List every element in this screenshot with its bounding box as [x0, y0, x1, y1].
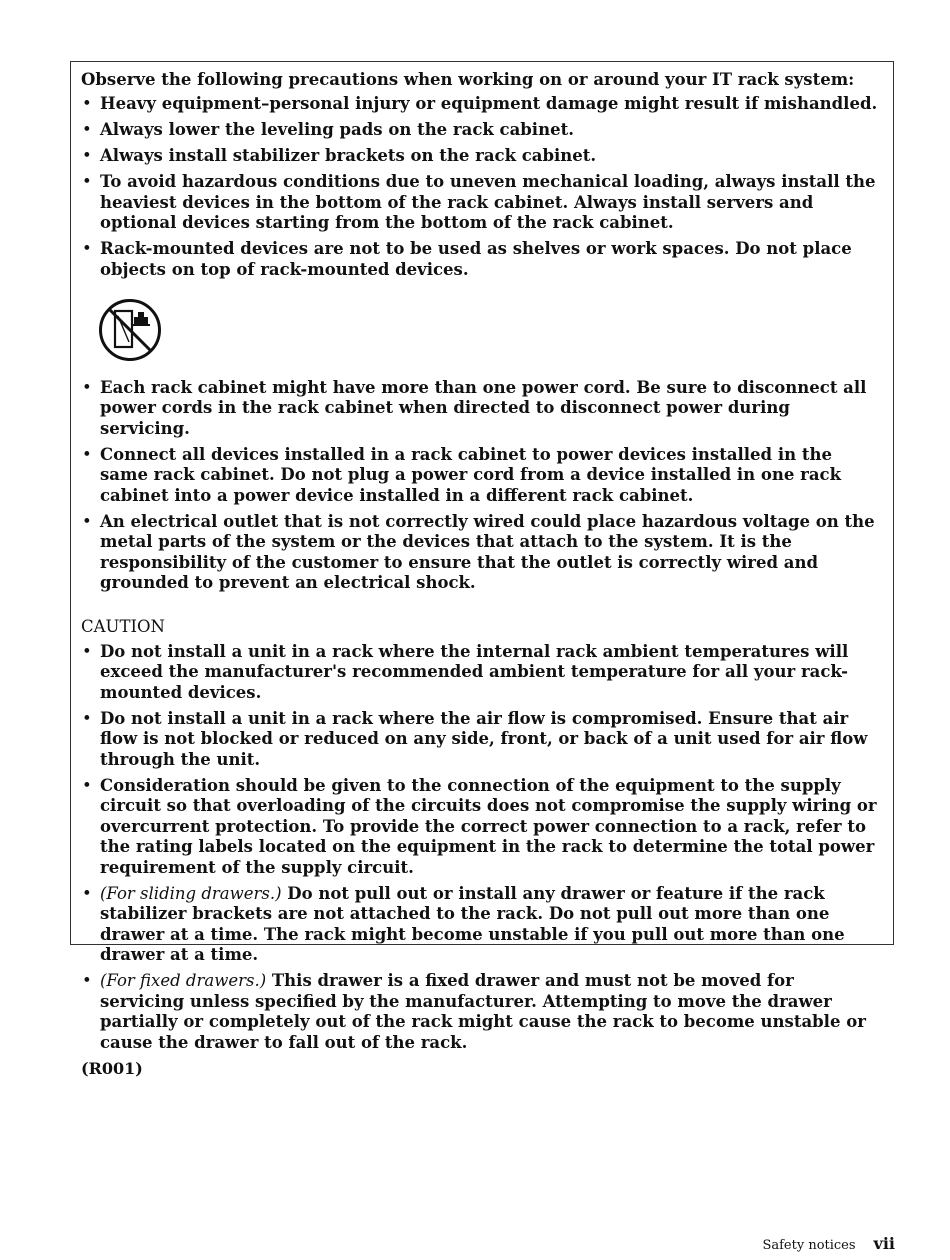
list-item: • To avoid hazardous conditions due to uneven mechanical loading, always install the heaviest devices in the bottom of the rack cabinet. Always install servers and optional devices starting from the bottom of the rack cabinet. [81, 172, 881, 234]
list-item: • Always install stabilizer brackets on the rack cabinet. [81, 146, 881, 167]
safety-notice-box [70, 61, 894, 1078]
sliding-drawers-text: Do not pull out or install any drawer or feature if the rack stabilizer brackets are not attached to the rack. Do not pull out more than one drawer at a time. The rack might become unstable if you pull out more than one drawer at a time. [100, 883, 845, 964]
list-item: • An electrical outlet that is not correctly wired could place hazardous voltage on the metal parts of the system or the devices that attach to the system. It is the responsibility of the customer to ensure that the outlet is correctly wired and grounded to prevent an electrical shock. [81, 512, 881, 594]
precaution-list [81, 94, 881, 280]
symbol-container [81, 286, 881, 378]
list-item: • Consideration should be given to the connection of the equipment to the supply circuit so that overloading of the circuits does not compromise the supply wiring or overcurrent protection. To provide the correct power connection to a rack, refer to the rating labels located on the equipment in the rack to determine the total power requirement of the supply circuit. [81, 776, 881, 879]
list-item: • Heavy equipment–personal injury or equipment damage might result if mishandled. [81, 94, 881, 115]
fixed-drawers-qualifier: (For fixed drawers.) [100, 971, 267, 990]
notice-intro: Observe the following precautions when working on or around your IT rack system: [81, 70, 855, 89]
list-item: • Do not install a unit in a rack where the air flow is compromised. Ensure that air flow is not blocked or reduced on any side, front, or back of a unit used for air flow through the unit. [81, 709, 881, 771]
reference-code: (R001) [81, 1058, 143, 1078]
caution-heading: CAUTION [81, 616, 165, 636]
sliding-drawers-qualifier: (For sliding drawers.) [100, 883, 282, 903]
no-objects-on-top-icon [98, 298, 162, 362]
list-item: • Always lower the leveling pads on the rack cabinet. [81, 120, 881, 141]
list-item: • Rack-mounted devices are not to be used as shelves or work spaces. Do not place objects on top of rack-mounted devices. [81, 239, 881, 280]
caution-list [81, 642, 881, 1054]
footer-section-title: Safety notices [762, 1238, 856, 1253]
page-footer [762, 1234, 895, 1253]
list-item: • Do not install a unit in a rack where the internal rack ambient temperatures will exceed the manufacturer's recommended ambient temperature for all your rack-mounted devices. [81, 642, 881, 704]
list-item-fixed-drawers [81, 971, 881, 1053]
list-item: • Connect all devices installed in a rack cabinet to power devices installed in the same rack cabinet. Do not plug a power cord from a device installed in one rack cabinet into a power device installed in a different rack cabinet. [81, 445, 881, 507]
list-item-sliding-drawers [81, 884, 881, 966]
page-number: vii [873, 1234, 895, 1253]
fixed-drawers-text: This drawer is a fixed drawer and must not be moved for servicing unless specified by the manufacturer. Attempting to move the drawer partially or completely out of the rack might cause the rack to become unstable or cause the drawer to fall out of the rack. [100, 971, 866, 1052]
list-item: • Each rack cabinet might have more than one power cord. Be sure to disconnect all power cords in the rack cabinet when directed to disconnect power during servicing. [81, 378, 881, 440]
power-precaution-list [81, 378, 881, 594]
